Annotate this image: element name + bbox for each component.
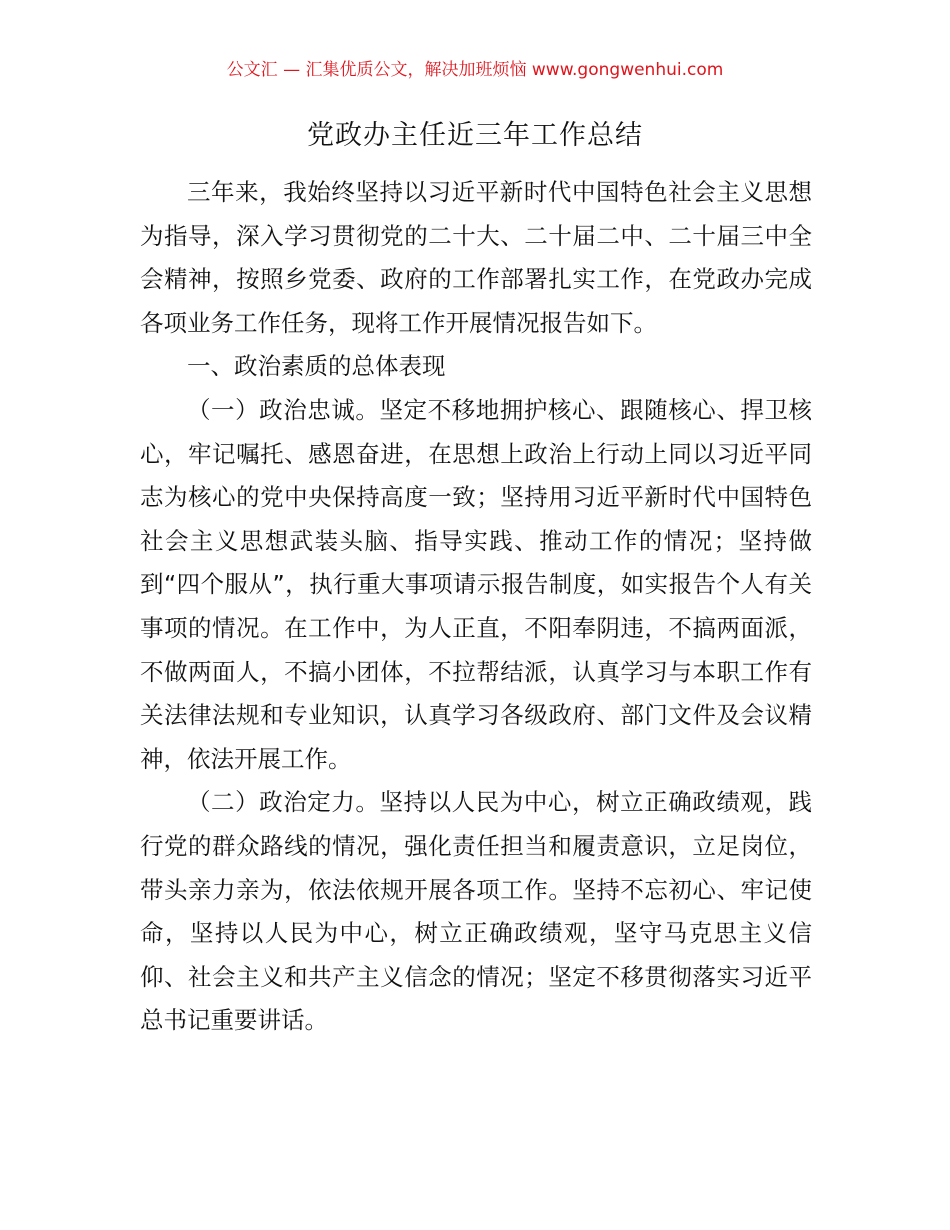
site-banner: 公文汇 — 汇集优质公文，解决加班烦恼 www.gongwenhui.com: [226, 60, 724, 80]
intro-paragraph: 三年来，我始终坚持以习近平新时代中国特色社会主义思想为指导，深入学习贯彻党的二十大、二十届二中、二十届三中全会精神，按照乡党委、政府的工作部署扎实工作，在党政办完成各项业务工作任务，现将工作开展情况报告如下。: [140, 178, 812, 337]
paragraph-political-loyalty: （一）政治忠诚。坚定不移地拥护核心、跟随核心、捍卫核心，牢记嘱托、感恩奋进，在思想上政治上行动上同以习近平同志为核心的党中央保持高度一致；坚持用习近平新时代中国特色社会主义思想武装头脑、指导实践、推动工作的情况；坚持做到“四个服从”，执行重大事项请示报告制度，如实报告个人有关事项的情况。在工作中，为人正直，不阳奉阴违，不搞两面派，不做两面人，不搞小团体，不拉帮结派，认真学习与本职工作有关法律法规和专业知识，认真学习各级政府、部门文件及会议精神，依法开展工作。: [140, 395, 812, 773]
document-title: 党政办主任近三年工作总结: [307, 120, 643, 151]
section-heading-1: 一、政治素质的总体表现: [187, 352, 446, 381]
paragraph-political-resolve: （二）政治定力。坚持以人民为中心，树立正确政绩观，践行党的群众路线的情况，强化责任担当和履责意识，立足岗位，带头亲力亲为，依法依规开展各项工作。坚持不忘初心、牢记使命，坚持以人民为中心，树立正确政绩观，坚守马克思主义信仰、社会主义和共产主义信念的情况；坚定不移贯彻落实习近平总书记重要讲话。: [140, 788, 812, 1035]
document-body: [140, 171, 812, 1043]
